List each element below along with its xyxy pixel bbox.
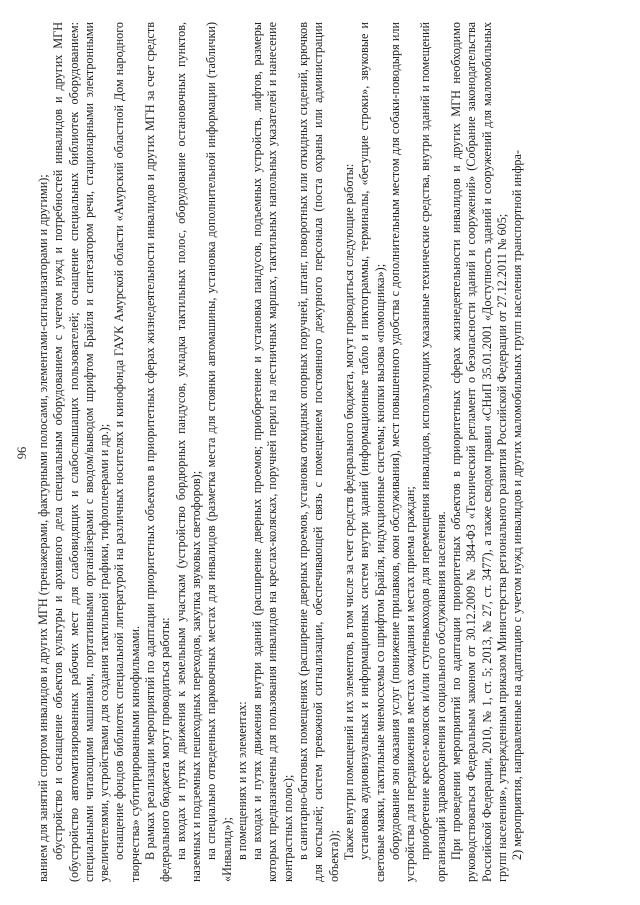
paragraph: обустройство и оснащение объектов культуры и архивного дела специальным оборудованием с учетом нужд и потребностей инвалидов и других МГН (обустройство автоматизированных рабочих мест для слабовидящих и слабослышащих пользователей; оснащение специальных библиотек оборудованием: специальными читающими машинами, портативными органайзерами с вводом/выводом шрифтом Брайля и синтезатором речи, стационарными электронными увеличителями, устройствами для создания тактильной графики, тифлоплеерами и др.); (51, 22, 112, 882)
paragraph: 2) мероприятия, направленные на адаптацию с учетом нужд инвалидов и других маломобильных групп населения транспортной инфра- (510, 150, 525, 860)
paragraph: на специально отведенных парковочных местах для инвалидов (разметка места для стоянки автомашины, установка дополнительной информации (таблички) «Инвалид»); (204, 22, 234, 882)
paragraph: на входах и путях движения внутри зданий (расширение дверных проемов; приобретение и установка пандусов, подъемных устройств, лифтов, размеры которых предназначены для пользования инвалидов на креслах-колясках, поручней перил на лестничных маршах, тактильных напольных указателей и нанесение контрастных полос); (250, 22, 295, 882)
paragraph: В рамках реализации мероприятий по адаптации приоритетных объектов в приоритетных сферах жизнедеятельности инвалидов и других МГН за счет средств федерального бюджета могут проводиться работы: (143, 22, 173, 882)
paragraph: ванием для занятий спортом инвалидов и других МГН (тренажерами, фактурными полосами, элементами-сигнализаторами и другими); (36, 174, 50, 882)
paragraph: в санитарно-бытовых помещениях (расширение дверных проемов, установка откидных опорных поручней, штанг, поворотных или откидных сидений, крючков для костылей; систем тревожной сигнализации, обеспечивающей связь с помещением постоянного дежурного персонала (поста охраны или администрации объекта)); (296, 22, 341, 882)
paragraph: оборудование зон оказания услуг (понижение прилавков, окон обслуживания), мест повышенного удобства с дополнительным местом для собаки-поводыря или устройства для передвижения в местах ожидания и местах приема граждан; (387, 22, 418, 882)
paragraph: на входах и путях движения к земельным участкам (устройство бордюрных пандусов, укладка тактильных полос, оборудование остановочных пунктов, наземных и подземных пешеходных переходов, закупка звуковых светофоров); (173, 22, 203, 882)
rotated-page-content (1, 2, 639, 904)
paragraph: в помещениях и их элементах: (234, 701, 249, 860)
page-number: 96 (15, 446, 29, 460)
paragraph: Также внутри помещений и их элементов, в том числе за счет средств федерального бюджета, могут проводиться следующие работы: (341, 163, 356, 860)
paragraph: При проведении мероприятий по адаптации приоритетных объектов в приоритетных сферах жизнедеятельности инвалидов и других МГН необходимо руководствоваться Федеральным законом от 30.12.2009 № 384-ФЗ «Технический регламент о безопасности зданий и сооружений» (Собрание законодательства Российской Федерации, 2010, № 1, ст. 5; 2013, № 27, ст. 3477), а также сводом правил «СНиП 35.01.2001 «Доступность зданий и сооружений для маломобильных групп населения», утвержденным приказом Министерства регионального развития Российской Федерации от 27.12.2011 № 605; (449, 22, 509, 882)
paragraph: оснащение фондов библиотек специальной литературой на различных носителях и кинофонда ГАУК Амурской области «Амурский областной Дом народного творчества» субтитрированными кинофильмами. (112, 22, 142, 882)
document-body (36, 22, 526, 882)
paragraph: приобретение кресел-колясок и/или ступенькоходов для перемещения инвалидов, использующих указанные технические средства, внутри зданий и помещений организаций здравоохранения и социального обслуживания населения. (418, 22, 448, 882)
paragraph: установка аудиовизуальных и информационных систем внутри зданий (информационные табло и пиктограммы, терминалы, «бегущие строки», звуковые и световые маяки, тактильные мнемосхемы со шрифтом Брайля, индукционные системы; кнопки вызова «помощника»); (357, 22, 387, 882)
